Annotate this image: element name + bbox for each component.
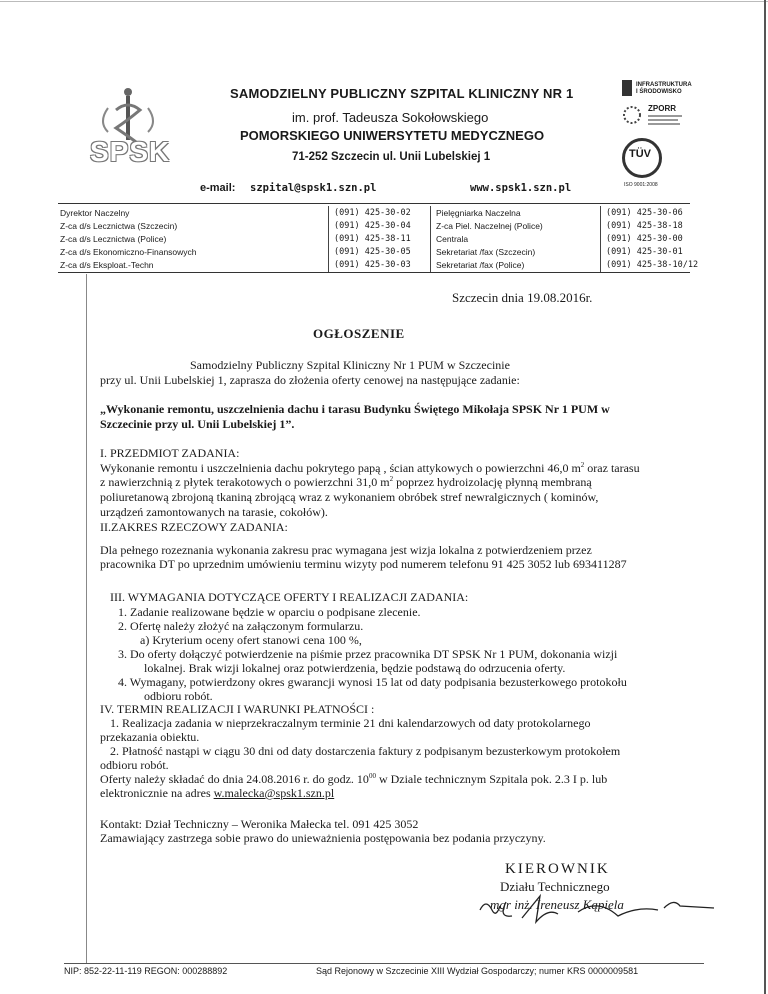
handwritten-signature-icon	[478, 888, 718, 928]
list-item: a) Kryterium oceny ofert stanowi cena 100 %,	[140, 633, 362, 647]
stamp-name: mgr inż. Ireneusz Kąpiela	[490, 897, 624, 912]
task-title: Szczecinie przy ul. Unii Lubelskiej 1”.	[100, 417, 295, 431]
list-item: 1. Zadanie realizowane będzie w oparciu o podpisane zlecenie.	[118, 605, 421, 619]
section-line: przekazania obiektu.	[100, 730, 200, 744]
section-line: poliuretanową zbrojoną tkaniną zbrojącą wraz z wykonaniem obróbek stref newralgicznych ( kominów,	[100, 490, 599, 504]
zporr-badge-text: ZPORR	[648, 104, 676, 113]
contact-phone: (091) 425-30-04	[334, 221, 411, 231]
contact-phone: (091) 425-30-02	[334, 208, 411, 218]
logo-text: SPSK	[90, 136, 171, 167]
contact-row	[60, 234, 696, 245]
infrastructure-badge	[620, 78, 690, 100]
tuv-label: TÜV	[629, 148, 651, 160]
scan-edge-right	[764, 0, 766, 994]
section-text: poprzez hydroizolację płynną membraną	[393, 475, 592, 489]
footer-registration: NIP: 852-22-11-119 REGON: 000288892	[64, 966, 228, 976]
section-line: 2. Płatność nastąpi w ciągu 30 dni od daty dostarczenia faktury z podpisanym bezusterkowym protokołem	[110, 744, 621, 758]
contact-phone: (091) 425-38-10/12	[606, 260, 699, 270]
superscript: 00	[368, 772, 376, 780]
contact-row	[60, 260, 699, 271]
contact-phone: (091) 425-30-01	[606, 247, 683, 257]
contact-name: Pielęgniarka Naczelna	[436, 208, 521, 218]
intro-line: Samodzielny Publiczny Szpital Kliniczny Nr 1 PUM w Szczecinie	[190, 358, 510, 372]
hospital-name: SAMODZIELNY PUBLICZNY SZPITAL KLINICZNY NR 1	[230, 86, 574, 101]
website-address: www.spsk1.szn.pl	[470, 182, 572, 194]
email-label: e-mail:	[200, 182, 236, 194]
task-title: „Wykonanie remontu, uszczelnienia dachu i tarasu Budynku Świętego Mikołaja SPSK Nr 1 PUM w	[100, 402, 610, 416]
section-line: Dla pełnego rozeznania wykonania zakresu prac wymagana jest wizja lokalna z potwierdzeniem przez	[100, 543, 592, 557]
section-title: IV. TERMIN REALIZACJI I WARUNKI PŁATNOŚCI :	[100, 702, 375, 716]
contacts-bottom-rule	[58, 272, 690, 273]
section-text: oraz tarasu	[584, 461, 640, 475]
contact-phone: (091) 425-30-06	[606, 208, 683, 218]
reservation-note: Zamawiający zastrzega sobie prawo do unieważnienia postępowania bez podania przyczyny.	[100, 831, 546, 845]
zporr-badge	[622, 104, 692, 130]
section-line	[100, 772, 607, 786]
hospital-patron: im. prof. Tadeusza Sokołowskiego	[292, 110, 489, 125]
stamp-department: Działu Technicznego	[500, 879, 610, 894]
contact-name: Sekretariat /fax (Szczecin)	[436, 247, 536, 257]
footer-court: Sąd Rejonowy w Szczecinie XIII Wydział Gospodarczy; numer KRS 0000009581	[316, 966, 639, 976]
section-line	[100, 786, 334, 800]
footer-rule	[64, 963, 704, 964]
section-line: 1. Realizacja zadania w nieprzekraczalnym terminie 21 dni kalendarzowych od daty protokolarnego	[110, 716, 591, 730]
section-text: z nawierzchnią z płytek terakotowych o powierzchni 31,0 m	[100, 475, 390, 489]
contact-info: Kontakt: Dział Techniczny – Weronika Małecka tel. 091 425 3052	[100, 817, 419, 831]
margin-line	[86, 274, 87, 964]
superscript: 2	[389, 475, 394, 483]
hospital-address: 71-252 Szczecin ul. Unii Lubelskiej 1	[292, 151, 491, 163]
contact-phone: (091) 425-30-03	[334, 260, 411, 270]
section-title: III. WYMAGANIA DOTYCZĄCE OFERTY I REALIZACJI ZADANIA:	[110, 590, 469, 604]
contact-phone: (091) 425-38-11	[334, 234, 411, 244]
university-name: POMORSKIEGO UNIWERSYTETU MEDYCZNEGO	[240, 128, 545, 143]
email-link[interactable]: w.malecka@spsk1.szn.pl	[213, 786, 335, 800]
contact-name: Centrala	[436, 234, 469, 244]
superscript: 2	[580, 461, 585, 469]
contact-phone: (091) 425-38-18	[606, 221, 683, 231]
scan-edge-top	[0, 1, 768, 2]
contacts-top-rule	[58, 203, 690, 204]
contact-row	[60, 247, 696, 258]
section-title: II.ZAKRES RZECZOWY ZADANIA:	[100, 520, 288, 534]
section-text: w Dziale technicznym Szpitala pok. 2.3 I p. lub	[375, 772, 608, 786]
contact-name: Z-ca d/s Lecznictwa (Szczecin)	[60, 221, 178, 231]
stamp-title: KIEROWNIK	[505, 861, 610, 877]
section-line: pracownika DT po uprzednim umówieniu terminu wizyty pod numerem telefonu 91 425 3052 lub 693411287	[100, 557, 627, 571]
contact-name: Z-ca d/s Ekonomiczno-Finansowych	[60, 247, 197, 257]
iso-label: ISO 9001:2008	[624, 182, 658, 188]
list-item: 3. Do oferty dołączyć potwierdzenie na piśmie przez pracownika DT SPSK Nr 1 PUM, dokonania wizji	[118, 647, 618, 661]
email-address: szpital@spsk1.szn.pl	[250, 182, 377, 194]
contact-phone: (091) 425-30-00	[606, 234, 683, 244]
section-line: urządzeń zamontowanych na tarasie, cokołów).	[100, 505, 328, 519]
section-line	[100, 461, 640, 475]
contact-name: Dyrektor Naczelny	[60, 208, 130, 218]
document-heading: OGŁOSZENIE	[313, 326, 405, 341]
section-title: I. PRZEDMIOT ZADANIA:	[100, 446, 240, 460]
infrastructure-badge-text: INFRASTRUKTURA I ŚRODOWISKO	[636, 82, 692, 95]
contact-name: Z-ca d/s Lecznictwa (Police)	[60, 234, 167, 244]
contact-row	[60, 208, 696, 219]
list-item: 4. Wymagany, potwierdzony okres gwarancji wynosi 15 lat od daty podpisania bezusterkowego protokołu	[118, 675, 627, 689]
section-text: Oferty należy składać do dnia 24.08.2016 r. do godz. 10	[100, 772, 369, 786]
section-line: odbioru robót.	[100, 758, 169, 772]
contact-phone: (091) 425-30-05	[334, 247, 411, 257]
section-text: elektronicznie na adres	[100, 786, 214, 800]
contact-name: Z-ca d/s Eksploat.-Techn	[60, 260, 154, 270]
contact-name: Sekretariat /fax (Police)	[436, 260, 525, 270]
intro-line: przy ul. Unii Lubelskiej 1, zaprasza do złożenia oferty cenowej na następujące zadanie:	[100, 373, 520, 387]
document-date: Szczecin dnia 19.08.2016r.	[452, 290, 593, 305]
list-item: odbioru robót.	[144, 689, 213, 703]
section-line	[100, 475, 592, 489]
contact-row	[60, 221, 696, 232]
list-item: lokalnej. Brak wizji lokalnej oraz potwierdzenia, będzie podstawą do odrzucenia oferty.	[144, 661, 566, 675]
section-text: Wykonanie remontu i uszczelnienia dachu pokrytego papą , ścian attykowych o powierzchni 46,0 m	[100, 461, 581, 475]
contact-name: Z-ca Piel. Naczelnej (Police)	[436, 221, 543, 231]
list-item: 2. Ofertę należy złożyć na załączonym formularzu.	[118, 619, 364, 633]
